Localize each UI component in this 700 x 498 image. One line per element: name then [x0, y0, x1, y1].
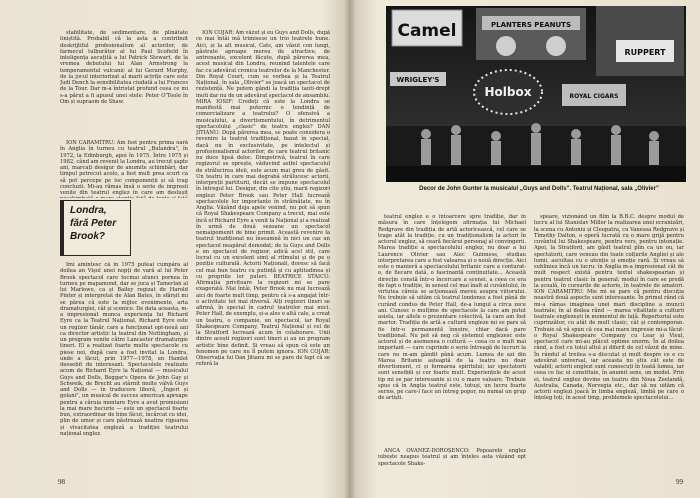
paragraph: stabilitate, de sedimentare, de plinătate liniștită. Probabil că la asta a contribuit deskrijtiful profesionalism al actorilor, de farmecul tulburător al lui Paul Scofield în inteligența ascuțită a lui Patrick Stewart, de la vremea debutului lui Alan Armstrong la temperamentul vulcanic al lui Gerard Murphy, de la jocul interiorizat al marii actrițe care este Judi Dench la sensibilitatea ciudată a lui Frances de la Tour. Dar m-a întristat profund ceea ce mi s-a părut a fi apusul unei stele: Peter O'Toole în Om și supraom de Shaw. — [60, 30, 188, 105]
paragraph: Îmi amintesc că în 1975 puteai cumpăra al doilea an Vișul unei nopți de vară al lui Peter Brook spectacol care tocmai atunci pornea în turneu pe mapamond, dar se juca și Tamerlan al lui Marlowe, ca și Bailey regizat de Harold Pinter și interpretat de Alan Bates, în sfârșit mi se părea că este la mijloc evenimente, arta dramaturgiei, cât și scenice. De data aceasta, m-a impresionat munca experiența lui Richard Eyre ca la Teatrul Național. Richard Eyre este un regizor tânăr, care a funcționat opt-nouă ani ca director artistic la teatrul din Nottingham, și un program venite către Lancaster dramaturgie tineri. El a realizat foarte multe spectacole cu piese noi, după care a fost invitat la Londra, unde a făcut, prin 1977—1978, un Hamlet deosebit de interesant. Spectacolele realizate acum de Richard Eyre la Național — musicalul Guys and Dolls, Beggar's Opera de John Gay și Schweik, de Brecht au stârnit multe vâlvă Guys and Dolls — în traducere liberă, „Îngeri și golani", un musical de succes american aproape pentru a căruia montare Eyre a avut promisiuni la mai mare bucurie — este un spectacol foarte bun, extraordinar de bine făcut, încărcat cu idei, plin de umor și care păstrează neatins rigoarea și vivacitatea engleză a tradiției teatrului național englez. — [60, 262, 188, 437]
sign-planters: PLANTERS PEANUTS — [491, 21, 571, 29]
page-number-left: 98 — [58, 478, 65, 486]
sign-wrigley: WRIGLEY'S — [396, 76, 440, 84]
sign-camel: Camel — [397, 21, 457, 41]
paragraph: speare, vizionând un film la B.B.C. despre modul de lucru al lui Stanislav Miller la realizarea unei ecranizări, la scena cu Antoniu și Cleopatra, cu Vanessa Redgrave și Timothy Dalton, o operă lucrată cu o mare grijă pentru cuvântul lui Shakespeare, pentru vers, pentru intonație. Apoi, la Stratford, am găsit teatrul plin ca un ou, iar spectatorii, care veneau din toate colțurile Angliei și ale lumii, ascultau cu o atenție și emoție rară. Și vreau să subliniez încă un lucru: în Anglia m-a impresionat cât de mult respect există pentru textul shakespearian și pentru teatrul clasic în general; modul în care se predă la școală, în cursurile de actorie, în teatrele de amatori. ION CARAMITRU: Mie mi se pare că pentru discuția noastră două aspecte sunt interesante. În primul rând că mi-a rămas imaginea unei mari discipline a muncii teatrale; în al doilea rând — marea vitalitate a culturii teatrale englezești în momentul de față. Repertoriul este cuprinzător, cu atât de mult clasic, cât și contemporan. Trebuie să vă spun că cea mai mare impresie mi-a făcut-o Royal Shakespeare Company cu Lear și Visul, spectacol care mi-au plăcut optime enorm. În al doilea rând, a fost cu totul altul și diferit de cel văzut de mine. În rândul al treilea s-a discutat și mult despre ce e cu adevărat universal, iar aceasta nu știu cât este de valabil; actorii englezi sunt cunoscuți în toată lumea, iar ceea ce fac ei constituie, în anumit sens, un model. Prin ei, teatrul englez devine un teatru din Noua Zeelandă, Australia, Canada, Norvegia etc., dar să nu uităm că actorii englezi joacă în limba engleză, limbă pe care o înțeleg toți, în acest timp, problemele spectacolului… — [534, 214, 684, 402]
right-column-1 — [378, 214, 526, 446]
right-column-2 — [534, 214, 684, 476]
paragraph: ION COJAR: Am văzut și eu Guys and Dolls, după ce mai întâi mă trimisese un trio teatrele bune. Aici, și la alt musical, Cats, am văzut con lungi, păstrate aproape mereu de atractive, de antrenante, excelent făcute, după părerea mea, acest musical din Londra, reunind talentele care fac cu adevărat cronica teatrelor de la Manchester. Din Royal Court, cum se vorbea și la Teatrul Național, în sala „Olivier" se joacă un spectacol de rezistență. Ne putem gândi la tradiția tanti-drept inuti dar nu de un adevărat spectacol de ansamblu. MIRA IOSIF: Credeți că este la Londra se manifestă mai puternic o tendință de comercializare a teatrului? O ofensivă a musicalului, a divertismentului, în detrimentul spectacolului „clasic" de teatru englez? DAN JITIANU: După părerea mea, se poate considera o revenire la teatrul tradițional, bazat în special, dacă nu în exclusivitate, pe intelectul și profesionalismul actorilor, de care teatrul britanic nu duce lipsă deloc. Dimpotrivă, teatrul în care regizorul se oprește, văduvind astfel spectacolul de strălucirea ideii, este acum mai greu de găsit. Un teatru în care mai degrabă strălucesc actorii, interpreții partiturii, decât se impune spectacolul în întregul lui. Desigur, din cite știu, marii regizori englezi Peter Brook sau Peter Hall lucrează spectacolele lor importante în străinătate, nu în Anglia. Văzând deja apele venind, nu pot să spun că Royal Shakespeare Company a trecut, mai este încă el Richard Eyre a venit la Național și a realizat în urmă de două sezoane un spectacol nemaipomenit de bine primit. Această revenire la teatrul tradițional nu înseamnă în nici un caz un spectacol neapărat demodat; de la Guys and Dolls e un spectacol de regizor, adică acel stil, care lucrat cu un excelent simț al ritmului și de pe o poziție culturală. Actorii Naționali, doresc să facă cel mai bun teatru cu putință și cu aptitudinea și cu propriile lor puteri. BEATRICE STAICU: Afirmația privitoare la regizori mi se pare exagerată. Mai întâi, Peter Brook nu mai lucrează aici de foarte mult timp, pentru că s-a angajat într-o activitate tot mai diversă. Alți regizori tineri se afirmă, în special în cadrul teatrelor mai mici. Peter Hall, de exemplu, și-a ales o altă cale, a creat un teatru, o companie, un spectacol, iar Royal Shakespeare Company, Teatrul Național și cel de la Stratford lucrează acum în colaborare. Unii dintre acești regizori sunt tineri și au un program artistic bine definit. Și vreau să spun că este un fenomen pe care nu îl putem ignora. ION COJAR: Observația lui Dan Jitianu mi se pare de fapt că se referă la — [196, 30, 330, 368]
right-column-1-signature — [378, 448, 526, 478]
left-column-1-bottom — [60, 262, 188, 456]
section-heading-box — [60, 200, 131, 256]
sign-ruppert: RUPPERT — [624, 48, 666, 57]
photo-caption: Decor de John Gunter la musicalul „Guys and Dolls". Teatrul Național, sala „Olivier" — [419, 186, 659, 192]
left-column-1-mid — [60, 140, 188, 198]
theatre-set-photo — [386, 6, 686, 182]
paragraph: ION CARAMITRU: Am fost pentru prima oară în Anglia în turneu cu teatrul „Bulandra", în 1972, la Edinburgh, apoi în 1975. Între 1975 și 1982, când am revenit la Londra, au trecut șapte ani, marcați desigur de anumite schimbări, dar timpul petrecut acolo, a fost mult prea scurt ca să pot percepe pe loc componenții și să trag concluzii. Mi-au rămas însă o serie de impresii venite din teatrul englez în care am deslușit — [60, 140, 188, 196]
left-column-2 — [196, 30, 330, 456]
sign-holbox: Holbox — [484, 85, 532, 99]
book-gutter — [344, 0, 356, 498]
left-column-1-top — [60, 30, 188, 140]
paragraph: teatrul englez e o întoarcere spre tradiție, dar în măsura în care înțelegem afirmația lui Michael Redgrave din tradiția de artă actoricească, cel care se trage atât la tradiție, cu un tradiționalism la actori în actorul englez, să ceară fiecărui personaj al convingerii. Marea tradiție a spectacolului englez, nu doar a lui Laurence Olivier sau Alec Guinness, studiau interpretarea care a fost valoarea și o nouă direcție. Aici este o manieră a spectacolului britanic care a conturat-o, de fiecare dată, o fascinantă continuitate... Această direcție constă într-o încercare a scenei, a ceea ce era de fapt o tradiție, în sensul cel mai înalt al cuvântului, în virtutea căreia se acționează mereu asupra viitorului. Nu trebuie să uităm că teatrul londonez a fost până de curând condus de Peter Hall, de-a lungul a circa zece ani. Cunosc o mulțime de spectacole la care am putut asista, iar altele o prezentare colectivă, la care am fost martor. Tradiția de artă a culturii engleze mi se pare să fie într-o permanentă înnoire, chiar dacă pare tradițional. Nu pot să neg că sistemul englezesc este actorul și de asemenea o cultură — ceea ce e mult mai important — care cuprinde o serie întreagă de lucruri la care nu m-am gândit până acum. Lumea de azi din Marea Britanie așteaptă de la teatru nu doar divertisment, ci și formarea spiritului; iar spectatorii sunt sensibili și cer foarte mult. Experiențele de acest tip mi se par interesante și cu o mare valoare. Trebuie spus că în Anglia teatrul este, totuși, un lucru foarte serios, pe care-l face un întreg popor, nu numai un grup de artiști. — [378, 214, 526, 402]
section-heading: Londra, fără Peter Brook? — [70, 205, 117, 242]
sign-cigars: ROYAL CIGARS — [569, 93, 619, 100]
photo-illustration — [386, 6, 686, 182]
page-number-right: 99 — [676, 478, 683, 486]
paragraph: ANCA OVANEZ-DOROȘENCO: Popoarele englez iubește neapus teatrul și am înțeles asta văzând opt spectacole Shake- — [378, 448, 526, 467]
